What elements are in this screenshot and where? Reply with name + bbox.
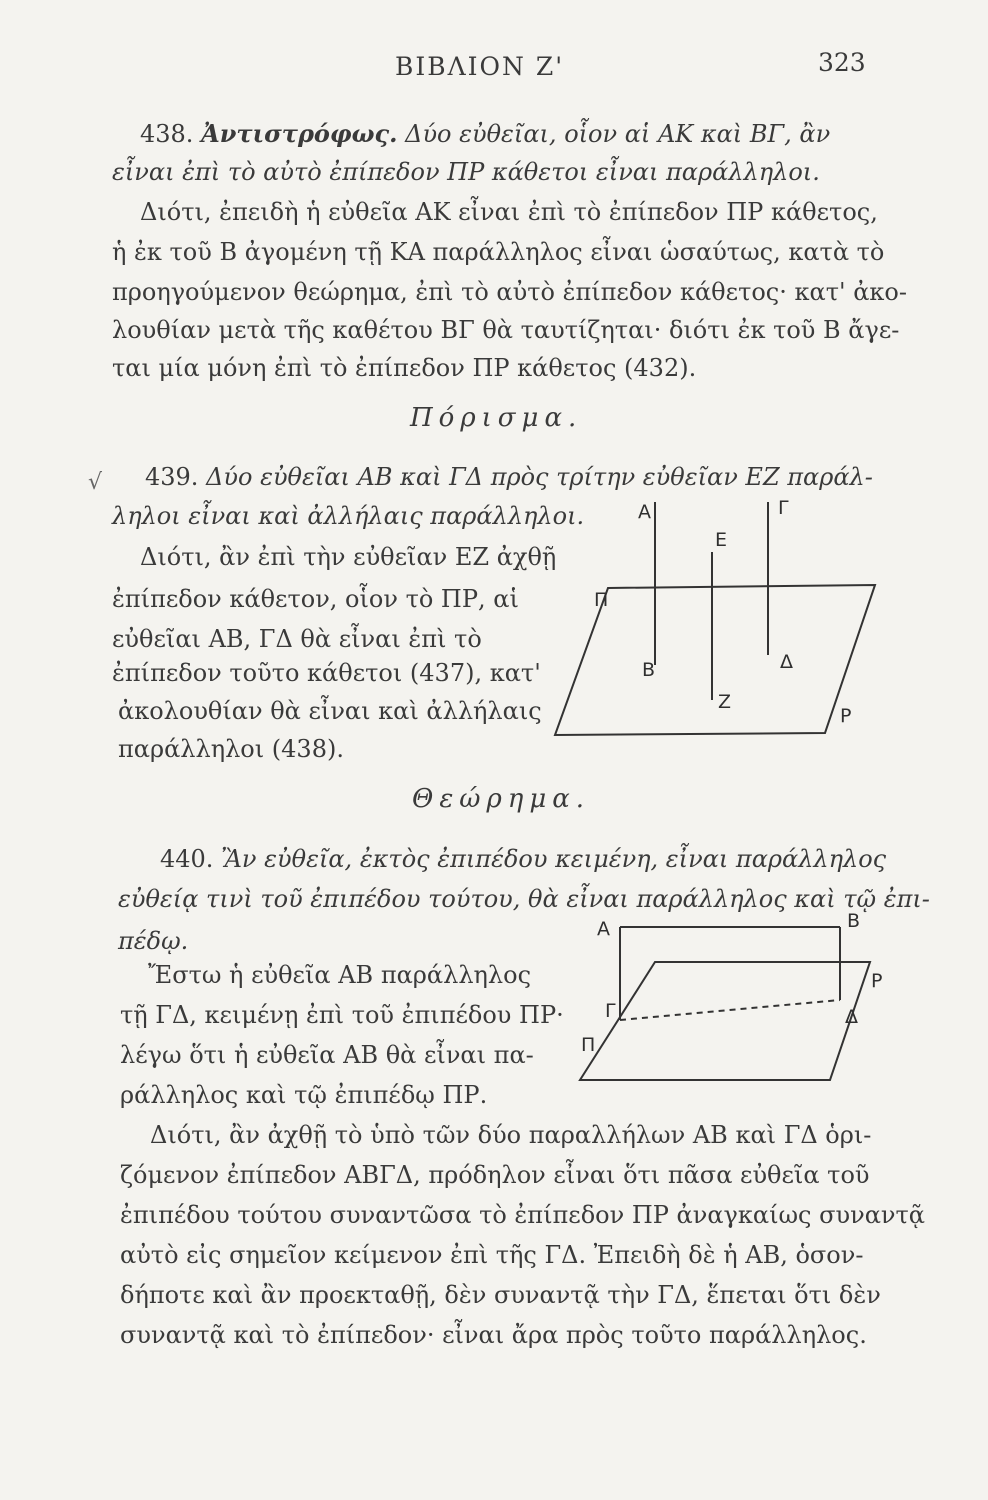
s440-proof-line-2: ζόμενον ἐπίπεδον ΑΒΓΔ, πρόδηλον εἶναι ὅτι πᾶσα εὐθεῖα τοῦ xyxy=(120,1161,870,1189)
s439-proof-line-6: παράλληλοι (438). xyxy=(118,735,344,763)
s440-proof-line-5: δήποτε καὶ ἂν προεκταθῇ, δὲν συναντᾷ τὴν ΓΔ, ἕπεται ὅτι δὲν xyxy=(120,1281,881,1309)
running-head: ΒΙΒΛΙΟΝ Ζ' xyxy=(395,52,565,81)
porisma-heading: Πόρισμα. xyxy=(410,403,583,433)
figure-439-parallel-lines xyxy=(550,490,880,750)
s438-proof-line-1: Διότι, ἐπειδὴ ἡ εὐθεῖα ΑΚ εἶναι ἐπὶ τὸ ἐπίπεδον ΠΡ κάθετος, xyxy=(140,198,878,226)
plane-PR xyxy=(580,962,870,1080)
s438-proof-line-5: ται μία μόνη ἐπὶ τὸ ἐπίπεδον ΠΡ κάθετος (432). xyxy=(112,354,697,382)
label-G: Γ xyxy=(605,1000,616,1022)
s438-proof-line-3: προηγούμενον θεώρημα, ἐπὶ τὸ αὐτὸ ἐπίπεδον κάθετος· κατ' ἀκο- xyxy=(112,278,907,306)
s438-statement-line-1 xyxy=(140,114,830,154)
s438-statement-l1: Δύο εὐθεῖαι, οἷον αἱ ΑΚ καὶ ΒΓ, ἂν xyxy=(405,120,831,148)
s440-proof-line-6: συναντᾷ καὶ τὸ ἐπίπεδον· εἶναι ἄρα πρὸς τοῦτο παράλληλος. xyxy=(120,1321,867,1349)
s439-number: 439. xyxy=(145,463,199,491)
s438-proof-line-2: ἡ ἐκ τοῦ Β ἀγομένη τῇ ΚΑ παράλληλος εἶναι ὡσαύτως, κατὰ τὸ xyxy=(112,238,885,266)
s440-proof-line-1: Διότι, ἂν ἀχθῇ τὸ ὑπὸ τῶν δύο παραλλήλων ΑΒ καὶ ΓΔ ὁρι- xyxy=(150,1121,872,1149)
s440-given-line-1: Ἔστω ἡ εὐθεῖα ΑΒ παράλληλος xyxy=(148,961,532,989)
figure-440-line-parallel-to-plane xyxy=(575,905,885,1105)
pencil-tick-icon: √ xyxy=(88,470,103,495)
s440-statement-line-3: πέδῳ. xyxy=(118,927,189,955)
s440-number: 440. xyxy=(160,845,214,873)
label-A: Α xyxy=(638,501,651,523)
theorema-heading: Θεώρημα. xyxy=(412,784,591,814)
label-R: Ρ xyxy=(840,705,852,727)
s440-statement-line-1 xyxy=(160,840,886,879)
label-D: Δ xyxy=(845,1006,858,1028)
label-R: Ρ xyxy=(871,970,883,992)
s439-statement-l1: Δύο εὐθεῖαι ΑΒ καὶ ΓΔ πρὸς τρίτην εὐθεῖαν ΕΖ παράλ- xyxy=(206,463,873,491)
s438-proof-line-4: λουθίαν μετὰ τῆς καθέτου ΒΓ θὰ ταυτίζηται· διότι ἐκ τοῦ Β ἄγε- xyxy=(112,316,900,344)
s439-proof-line-1: Διότι, ἂν ἐπὶ τὴν εὐθεῖαν ΕΖ ἀχθῇ xyxy=(140,543,557,571)
s439-statement-line-2: ληλοι εἶναι καὶ ἀλλήλαις παράλληλοι. xyxy=(112,502,585,530)
label-B: Β xyxy=(642,659,656,681)
s438-statement-line-2: εἶναι ἐπὶ τὸ αὐτὸ ἐπίπεδον ΠΡ κάθετοι εἶναι παράλληλοι. xyxy=(112,158,820,186)
label-G: Γ xyxy=(778,497,789,519)
s440-given-line-3: λέγω ὅτι ἡ εὐθεῖα ΑΒ θὰ εἶναι πα- xyxy=(120,1041,534,1069)
line-GD xyxy=(620,1000,840,1020)
label-P: Π xyxy=(581,1034,596,1056)
page-number: 323 xyxy=(818,48,866,77)
label-P: Π xyxy=(594,589,609,611)
label-A: Α xyxy=(597,918,610,940)
s439-proof-line-2: ἐπίπεδον κάθετον, οἷον τὸ ΠΡ, αἱ xyxy=(112,585,519,613)
s439-proof-line-3: εὐθεῖαι ΑΒ, ΓΔ θὰ εἶναι ἐπὶ τὸ xyxy=(112,625,482,653)
s440-given-line-2: τῇ ΓΔ, κειμένῃ ἐπὶ τοῦ ἐπιπέδου ΠΡ· xyxy=(120,1001,564,1029)
s440-proof-line-4: αὐτὸ εἰς σημεῖον κείμενον ἐπὶ τῆς ΓΔ. Ἐπειδὴ δὲ ἡ ΑΒ, ὁσον- xyxy=(120,1241,864,1269)
s440-given-line-4: ράλληλος καὶ τῷ ἐπιπέδῳ ΠΡ. xyxy=(120,1081,488,1109)
s440-statement-l1: Ἂν εὐθεῖα, ἐκτὸς ἐπιπέδου κειμένη, εἶναι παράλληλος xyxy=(221,845,887,873)
label-B: Β xyxy=(847,910,861,932)
s438-title: Ἀντιστρόφως. xyxy=(201,119,398,148)
s440-statement-line-2: εὐθείᾳ τινὶ τοῦ ἐπιπέδου τούτου, θὰ εἶναι παράλληλος καὶ τῷ ἐπι- xyxy=(118,885,930,913)
label-Z: Ζ xyxy=(718,691,732,713)
s438-number: 438. xyxy=(140,120,194,148)
s440-proof-line-3: ἐπιπέδου τούτου συναντῶσα τὸ ἐπίπεδον ΠΡ ἀναγκαίως συναντᾷ xyxy=(120,1201,925,1229)
label-E: Ε xyxy=(715,529,728,551)
label-D: Δ xyxy=(780,651,793,673)
s439-proof-line-5: ἀκολουθίαν θὰ εἶναι καὶ ἀλλήλαις xyxy=(118,697,542,725)
s439-proof-line-4: ἐπίπεδον τοῦτο κάθετοι (437), κατ' xyxy=(112,659,541,687)
page-header xyxy=(0,48,988,92)
